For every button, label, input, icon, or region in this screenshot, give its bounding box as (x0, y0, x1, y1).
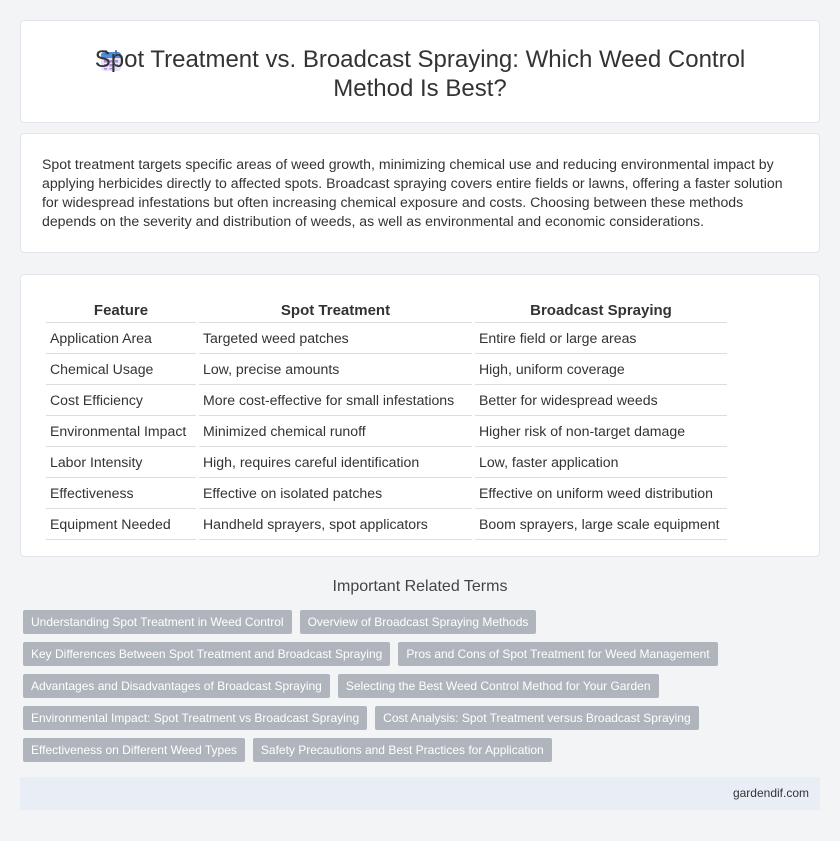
table-row (46, 354, 727, 385)
cell-broadcast: High, uniform coverage (475, 354, 727, 385)
cell-broadcast: Higher risk of non-target damage (475, 416, 727, 447)
cell-feature: Equipment Needed (46, 509, 196, 540)
page-title: Spot Treatment vs. Broadcast Spraying: Which Weed Control Method Is Best? (94, 46, 746, 102)
related-tag[interactable]: Pros and Cons of Spot Treatment for Weed Management (398, 642, 717, 666)
cell-feature: Application Area (46, 323, 196, 354)
cell-spot: Minimized chemical runoff (199, 416, 472, 447)
related-tag[interactable]: Environmental Impact: Spot Treatment vs Broadcast Spraying (23, 706, 367, 730)
related-tag[interactable]: Key Differences Between Spot Treatment and Broadcast Spraying (23, 642, 390, 666)
table-row (46, 478, 727, 509)
related-tag[interactable]: Safety Precautions and Best Practices for Application (253, 738, 552, 762)
footer-site[interactable]: gardendif.com (732, 786, 809, 800)
header-spot-treatment: Spot Treatment (199, 295, 472, 323)
cell-broadcast: Entire field or large areas (475, 323, 727, 354)
related-tag[interactable]: Cost Analysis: Spot Treatment versus Broadcast Spraying (375, 706, 698, 730)
footer (20, 777, 820, 810)
header-feature: Feature (46, 295, 196, 323)
related-tag[interactable]: Overview of Broadcast Spraying Methods (300, 610, 537, 634)
comparison-table-card (20, 274, 820, 557)
cell-feature: Chemical Usage (46, 354, 196, 385)
header-broadcast-spraying: Broadcast Spraying (475, 295, 727, 323)
table-header-row (46, 295, 727, 323)
related-tag[interactable]: Selecting the Best Weed Control Method for Your Garden (338, 674, 659, 698)
intro-text: Spot treatment targets specific areas of weed growth, minimizing chemical use and reducing environmental impact by applying herbicides directly to affected spots. Broadcast spraying covers entire fields or lawns, offering a faster solution for widespread infestations but often increasing chemical exposure and costs. Choosing between these methods depends on the severity and distribution of weeds, as well as environmental and economic considerations. (42, 156, 783, 229)
related-tag[interactable]: Understanding Spot Treatment in Weed Control (23, 610, 292, 634)
cell-spot: Targeted weed patches (199, 323, 472, 354)
related-tag[interactable]: Advantages and Disadvantages of Broadcast Spraying (23, 674, 330, 698)
cell-broadcast: Effective on uniform weed distribution (475, 478, 727, 509)
intro-card (20, 133, 820, 253)
cell-spot: Effective on isolated patches (199, 478, 472, 509)
cell-broadcast: Low, faster application (475, 447, 727, 478)
cell-spot: Low, precise amounts (199, 354, 472, 385)
table-row (46, 416, 727, 447)
related-terms-title: Important Related Terms (332, 578, 508, 595)
cell-feature: Cost Efficiency (46, 385, 196, 416)
table-row (46, 509, 727, 540)
cell-broadcast: Boom sprayers, large scale equipment (475, 509, 727, 540)
cell-spot: Handheld sprayers, spot applicators (199, 509, 472, 540)
cell-feature: Environmental Impact (46, 416, 196, 447)
cell-spot: More cost-effective for small infestations (199, 385, 472, 416)
cell-broadcast: Better for widespread weeds (475, 385, 727, 416)
table-row (46, 323, 727, 354)
related-tag[interactable]: Effectiveness on Different Weed Types (23, 738, 245, 762)
header-card (20, 20, 820, 123)
cell-feature: Effectiveness (46, 478, 196, 509)
table-row (46, 385, 727, 416)
comparison-table (43, 295, 730, 540)
table-row (46, 447, 727, 478)
cell-spot: High, requires careful identification (199, 447, 472, 478)
cell-feature: Labor Intensity (46, 447, 196, 478)
related-terms-tags (23, 610, 823, 770)
